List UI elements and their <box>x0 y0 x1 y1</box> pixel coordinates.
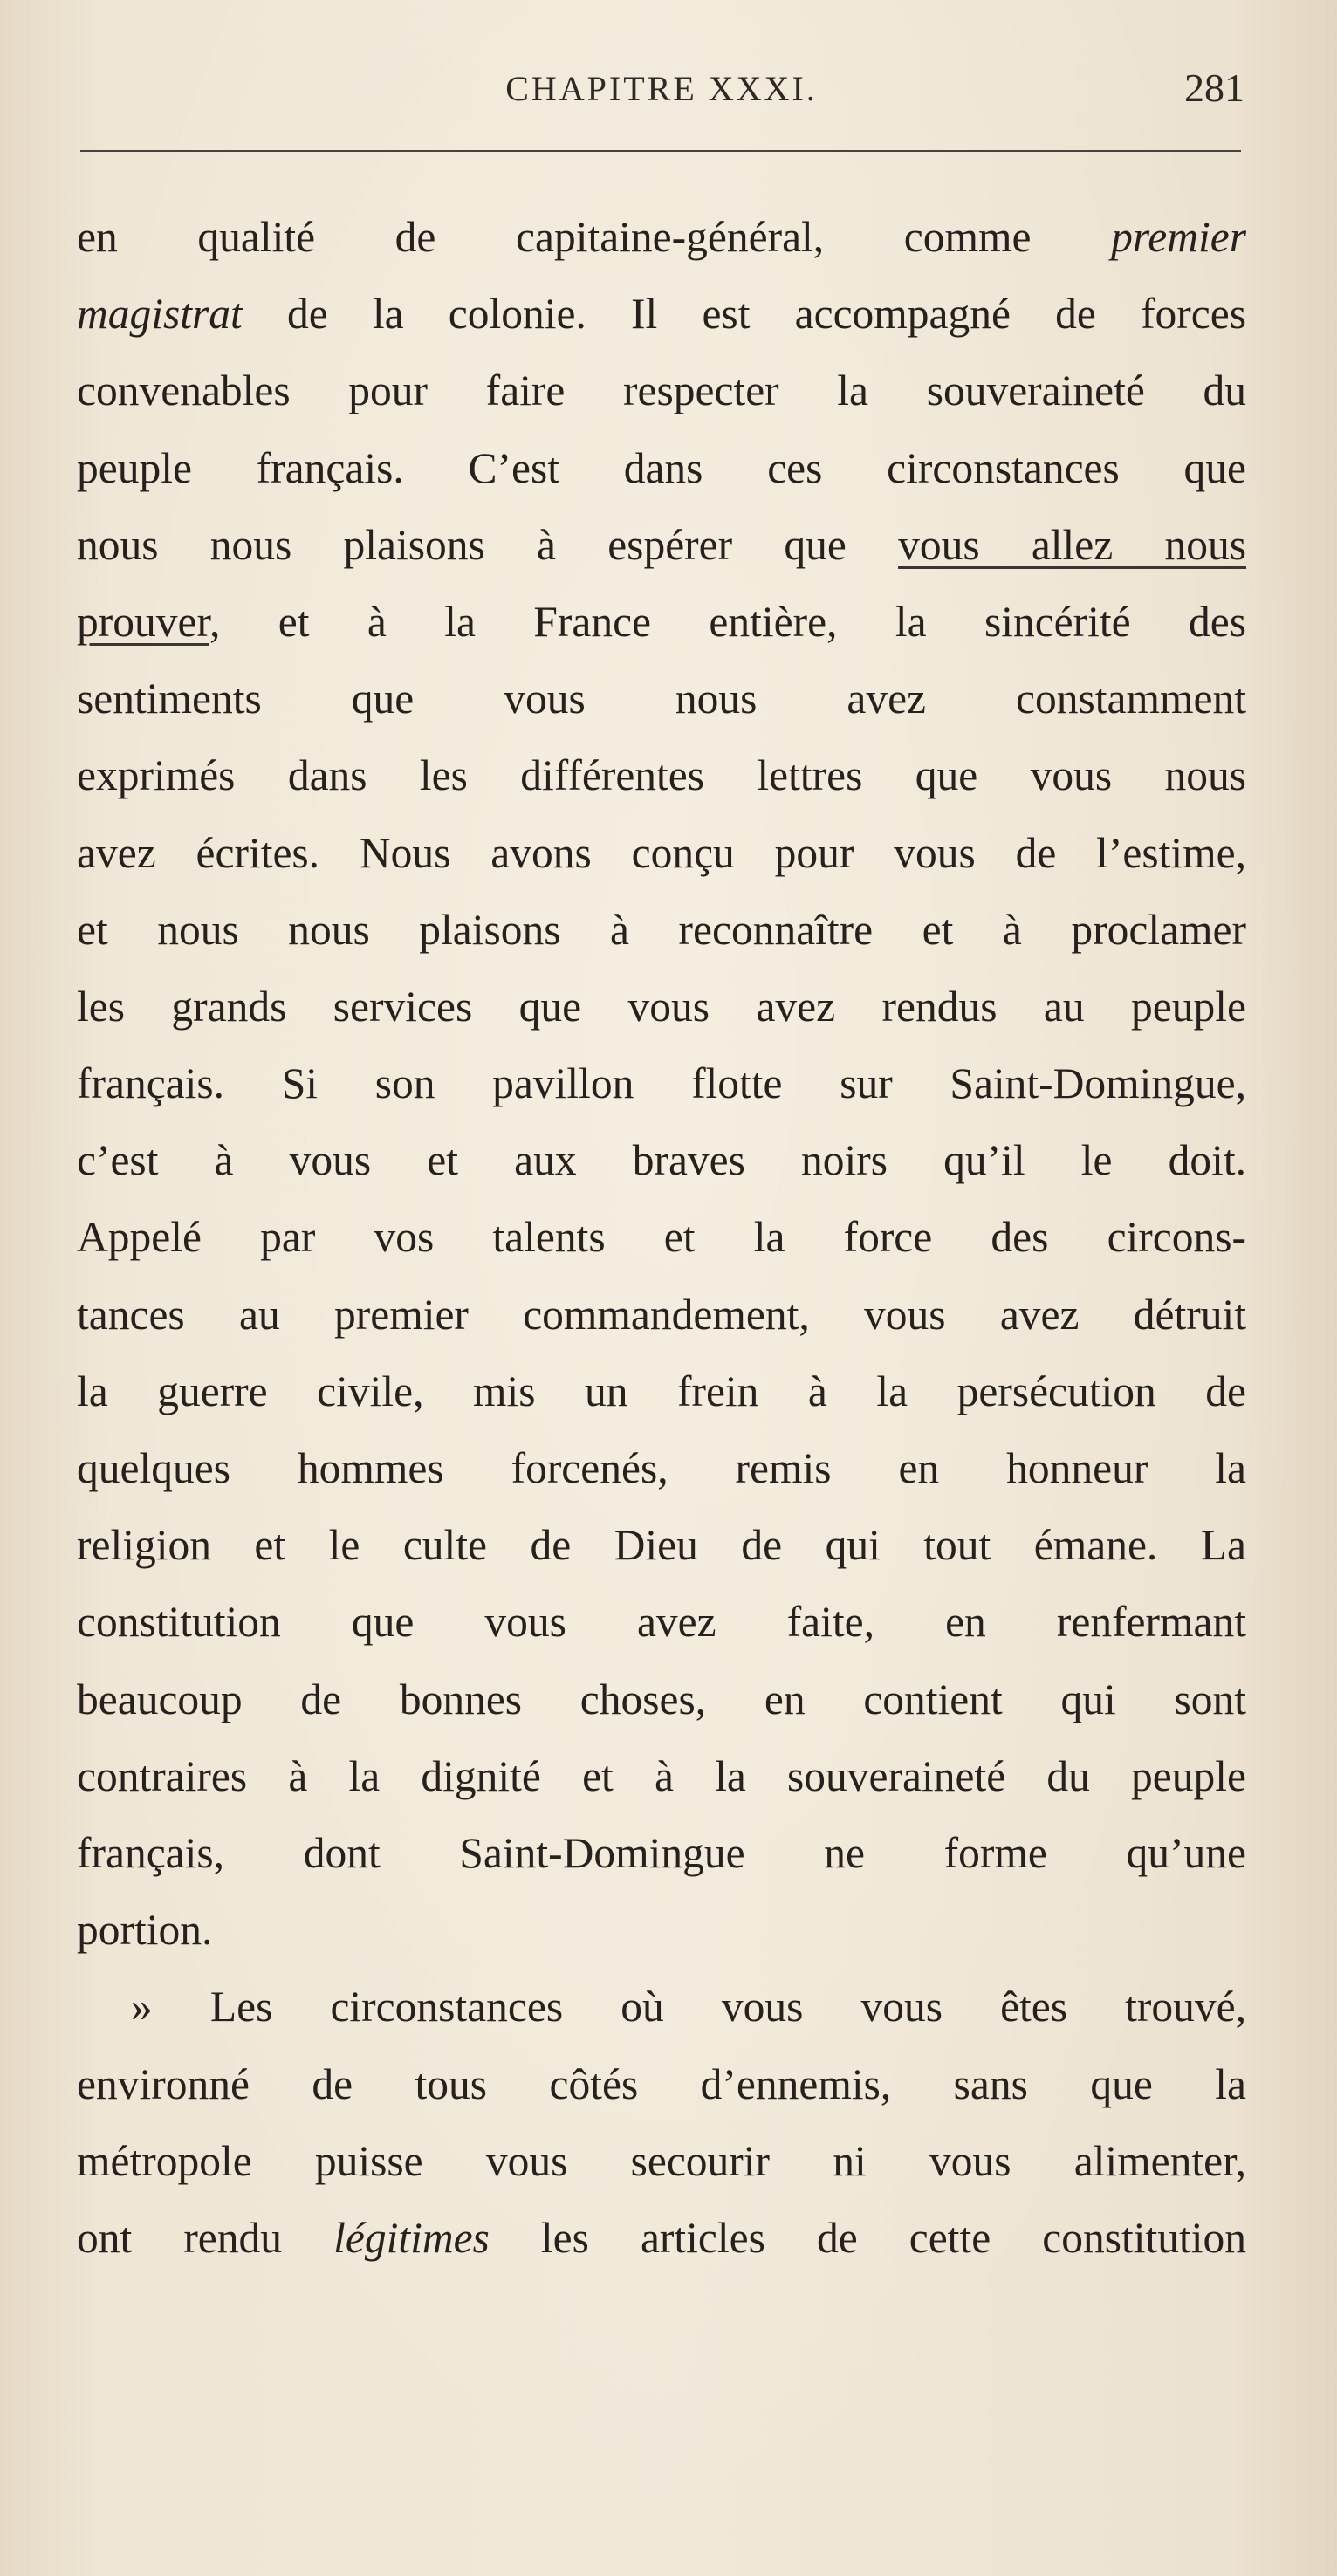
text-line: » Les circonstances où vous vous êtes trouvé, <box>131 1983 1246 2031</box>
text-line: français, dont Saint-Domingue ne forme qu’une <box>77 1828 1246 1877</box>
text-line <box>77 2200 1246 2277</box>
text-segment: en qualité de capitaine-général, comme <box>77 213 1112 261</box>
text-segment: ont rendu <box>77 2213 334 2262</box>
italic-text: magistrat <box>77 290 243 339</box>
text-line: avez écrites. Nous avons conçu pour vous de l’estime, <box>77 828 1246 877</box>
text-line: contraires à la dignité et à la souveraineté du peuple <box>77 1751 1246 1800</box>
text-line: Appelé par vos talents et la force des circons- <box>77 1213 1246 1262</box>
text-line: français. Si son pavillon flotte sur Saint-Domingue, <box>77 1059 1246 1108</box>
text-line <box>77 584 1246 661</box>
text-line: convenables pour faire respecter la souveraineté du <box>77 367 1246 415</box>
text-line <box>77 199 1246 276</box>
running-title: CHAPITRE XXXI. <box>505 69 818 108</box>
text-line: c’est à vous et aux braves noirs qu’il le doit. <box>77 1136 1246 1185</box>
italic-text: premier <box>1111 213 1246 261</box>
underlined-text: prouver <box>77 597 209 646</box>
text-line <box>77 507 1246 584</box>
page-header <box>79 65 1244 120</box>
text-line: beaucoup de bonnes choses, en contient qui sont <box>77 1675 1246 1723</box>
text-line: tances au premier commandement, vous avez détruit <box>77 1290 1246 1339</box>
text-line: environné de tous côtés d’ennemis, sans que la <box>77 2059 1246 2108</box>
italic-text: légitimes <box>333 2213 490 2262</box>
body-text <box>77 199 1246 2277</box>
text-segment: nous nous plaisons à espérer que <box>77 520 899 569</box>
text-line <box>77 276 1246 353</box>
text-segment: de la colonie. Il est accompagné de forces <box>242 290 1246 339</box>
text-line: et nous nous plaisons à reconnaître et à proclamer <box>77 905 1246 954</box>
text-line: religion et le culte de Dieu de qui tout émane. La <box>77 1521 1246 1570</box>
underlined-text: vous allez nous <box>898 520 1246 569</box>
text-line: portion. <box>77 1906 213 1955</box>
text-line: quelques hommes forcenés, remis en honneur la <box>77 1444 1246 1492</box>
header-rule <box>80 150 1241 152</box>
text-line: métropole puisse vous secourir ni vous alimenter, <box>77 2136 1246 2185</box>
text-line: sentiments que vous nous avez constamment <box>77 675 1246 723</box>
text-line: exprimés dans les différentes lettres que vous nous <box>77 751 1246 800</box>
text-line: constitution que vous avez faite, en renfermant <box>77 1598 1246 1647</box>
text-segment: , et à la France entière, la sincérité des <box>209 597 1246 646</box>
text-line: la guerre civile, mis un frein à la persécution de <box>77 1367 1246 1415</box>
page-number: 281 <box>1184 65 1244 110</box>
text-segment: les articles de cette constitution <box>489 2213 1246 2262</box>
text-line: les grands services que vous avez rendus au peuple <box>77 982 1246 1031</box>
text-line: peuple français. C’est dans ces circonstances que <box>77 443 1246 492</box>
